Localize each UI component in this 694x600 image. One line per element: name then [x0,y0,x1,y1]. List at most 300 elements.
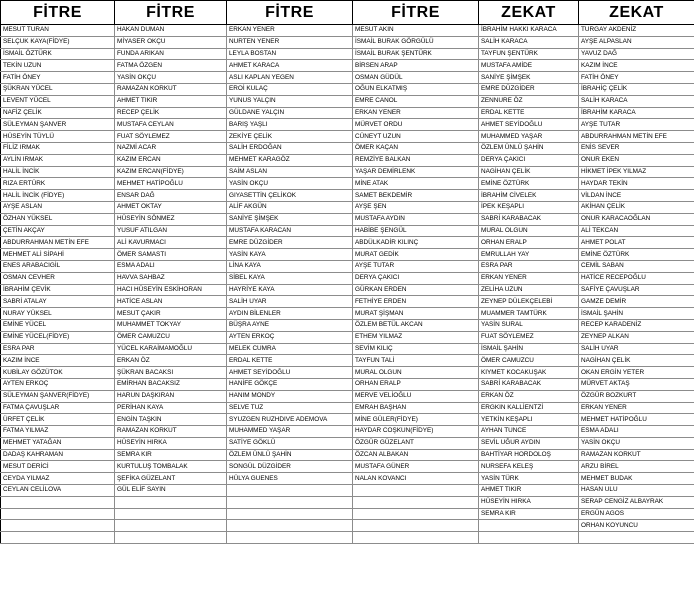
name-cell[interactable]: YAŞAR DEMİRLENK [353,166,479,178]
name-cell[interactable]: YÜCEL KARAİMAMOĞLU [115,343,227,355]
table-row [1,508,694,520]
name-cell[interactable]: İSMAİL BURAK GÖRGÜLÜ [353,36,479,48]
table-row [1,237,694,249]
name-cell[interactable]: MÜRVET AKTAŞ [579,378,694,390]
name-cell[interactable]: TAYFUN ŞENTÜRK [479,48,579,60]
name-cell[interactable]: ZEYNEP ALKAN [579,331,694,343]
name-cell[interactable]: ERDAL KETTE [479,107,579,119]
name-cell[interactable]: TEKİN UZUN [1,60,115,72]
name-cell[interactable]: AYŞE ASLAN [1,201,115,213]
name-cell[interactable]: OSMAN GÜDÜL [353,72,479,84]
name-cell[interactable]: HÜSEYİN HIRKA [479,496,579,508]
name-cell[interactable]: İSMAİL BURAK ŞENTÜRK [353,48,479,60]
name-cell[interactable]: SABRİ KARABACAK [479,378,579,390]
name-cell[interactable]: CEMİL SABAN [579,260,694,272]
name-cell[interactable]: KAZIM ERCAN(FİDYE) [115,166,227,178]
name-cell[interactable] [1,532,115,544]
name-cell[interactable]: EROİ KULAÇ [227,83,353,95]
name-cell[interactable]: KAZIM İNCE [579,60,694,72]
name-cell[interactable]: AKİHAN ÇELİK [579,201,694,213]
name-cell[interactable]: EMİNE YÜCEL [1,319,115,331]
table-row [1,107,694,119]
name-cell[interactable]: ORHAN KOYUNCU [579,520,694,532]
name-cell[interactable]: ENSAR DAĞ [115,190,227,202]
name-cell[interactable]: ONUR EKEN [579,154,694,166]
name-cell[interactable]: DERYA ÇAKICI [479,154,579,166]
name-cell[interactable]: İBRAHİM KARACA [579,107,694,119]
name-cell[interactable]: ÖZHAN YÜKSEL [1,213,115,225]
name-cell[interactable]: BÜŞRA AYNE [227,319,353,331]
name-cell[interactable]: MUAMMER TAMTÜRK [479,308,579,320]
table-row [1,201,694,213]
table-row [1,225,694,237]
name-cell[interactable]: SALİH KARACA [479,36,579,48]
name-cell[interactable]: ERKAN YENER [479,272,579,284]
name-cell[interactable]: FATMA YILMAZ [1,426,115,438]
name-cell[interactable]: ZEKİYE ÇELİK [227,131,353,143]
table-row [1,473,694,485]
column-header: ZEKAT [579,1,694,25]
name-cell[interactable]: SANİYE ŞİMŞEK [227,213,353,225]
name-cell[interactable]: OKAN ERGİN YETER [579,367,694,379]
name-cell[interactable]: İPEK KEŞAPLI [479,201,579,213]
name-cell[interactable]: AYDIN BİLENLER [227,308,353,320]
name-cell[interactable]: FATMA ÇAVUŞLAR [1,402,115,414]
name-cell[interactable]: ESRA PAR [479,260,579,272]
name-cell[interactable]: MUSTAFA AMİDE [479,60,579,72]
table-row [1,272,694,284]
name-cell[interactable]: AHMET SEYİDOĞLU [227,367,353,379]
name-cell[interactable]: KIYMET KOCAKUŞAK [479,367,579,379]
name-cell[interactable]: ÖZCAN ALBAKAN [353,449,479,461]
name-cell[interactable]: FETHİYE ERDEN [353,296,479,308]
name-cell[interactable]: SÜLEYMAN ŞANVER(FİDYE) [1,390,115,402]
name-cell[interactable]: MUHAMMED YAŞAR [479,131,579,143]
name-cell[interactable]: ÖMER CAMUZCU [115,331,227,343]
table-row [1,532,694,544]
name-cell[interactable]: HACI HÜSEYİN ESKİHORAN [115,284,227,296]
table-row [1,343,694,355]
name-cell[interactable]: RAMAZAN KORKUT [115,426,227,438]
name-cell[interactable]: İBRAHİM ÇEVİK [1,284,115,296]
name-cell[interactable]: MÜRVET ORDU [353,119,479,131]
name-cell[interactable]: SELVE TUZ [227,402,353,414]
name-cell[interactable]: ONUR KARACAOĞLAN [579,213,694,225]
name-cell[interactable]: ÖMER CAMUZCU [479,355,579,367]
name-cell[interactable] [227,520,353,532]
name-cell[interactable]: RECEP KARADENİZ [579,319,694,331]
name-cell[interactable]: ERKAN YENER [353,107,479,119]
name-cell[interactable]: ENGİN TAŞKIN [115,414,227,426]
name-cell[interactable]: HALİL İNCİK [1,166,115,178]
name-cell[interactable]: LİNA KAYA [227,260,353,272]
name-cell[interactable]: HASAN ULU [579,485,694,497]
name-cell[interactable]: DADAŞ KAHRAMAN [1,449,115,461]
name-cell[interactable]: AYLİN IRMAK [1,154,115,166]
name-cell[interactable]: NALAN KOVANCI [353,473,479,485]
name-cell[interactable]: AHMET OKTAY [115,201,227,213]
name-cell[interactable]: MESUT ÇAKIR [115,308,227,320]
name-cell[interactable]: ÖZGÜR BOZKURT [579,390,694,402]
table-row [1,414,694,426]
name-cell[interactable]: AYTEN ERKOÇ [227,331,353,343]
name-cell[interactable]: MEHMET YATAĞAN [1,437,115,449]
name-cell[interactable]: DERYA ÇAKICI [353,272,479,284]
name-cell[interactable]: YUSUF ATILGAN [115,225,227,237]
name-cell[interactable]: ÜRFET ÇELİK [1,414,115,426]
name-cell[interactable]: EMRE CANOL [353,95,479,107]
name-cell[interactable]: ÇETİN AKÇAY [1,225,115,237]
name-cell[interactable] [115,496,227,508]
name-cell[interactable]: MURAT GEDİK [353,249,479,261]
name-cell[interactable] [1,520,115,532]
name-cell[interactable]: ARZU BİREL [579,461,694,473]
name-cell[interactable]: ÖMER KAÇAN [353,142,479,154]
name-cell[interactable]: MUHAMMET TOKYAY [115,319,227,331]
name-cell[interactable]: FATİH ÖNEY [1,72,115,84]
name-cell[interactable]: ERKAN ÖZ [479,390,579,402]
name-cell[interactable]: İBRAHİM CİVELEK [479,190,579,202]
name-cell[interactable]: NAZMİ ACAR [115,142,227,154]
name-cell[interactable]: ORHAN ERALP [479,237,579,249]
name-cell[interactable]: AYŞE TUTAR [579,119,694,131]
name-cell[interactable]: HAYRİYE KAYA [227,284,353,296]
name-cell[interactable]: SABRİ ATALAY [1,296,115,308]
name-cell[interactable]: ÖZLEM ÜNLÜ ŞAHİN [227,449,353,461]
table-row [1,25,694,37]
name-cell[interactable]: ENES ARABACIGİL [1,260,115,272]
name-cell[interactable]: NAGİHAN ÇELİK [579,355,694,367]
header-row [1,1,694,25]
name-cell[interactable]: YAVUZ DAĞ [579,48,694,60]
name-cell[interactable]: ŞEFİKA GÜZELANT [115,473,227,485]
name-cell[interactable]: MERVE VELİOĞLU [353,390,479,402]
name-cell[interactable]: HALİL İNCİK (FİDYE) [1,190,115,202]
name-cell[interactable]: CÜNEYT UZUN [353,131,479,143]
table-row [1,48,694,60]
table-row [1,390,694,402]
table-row [1,36,694,48]
name-cell[interactable]: NURTEN YENER [227,36,353,48]
name-cell[interactable]: ASLI KAPLAN YEGEN [227,72,353,84]
name-cell[interactable]: KAZIM İNCE [1,355,115,367]
name-cell[interactable]: EMRE DÜZGİDER [227,237,353,249]
name-cell[interactable]: MESUT TURAN [1,25,115,37]
name-cell[interactable]: HABİBE ŞENGÜL [353,225,479,237]
name-cell[interactable]: ERKAN YENER [579,402,694,414]
name-cell[interactable]: MEHMET ALİ SİPAHİ [1,249,115,261]
name-cell[interactable]: OSMAN CEVHER [1,272,115,284]
name-cell[interactable]: EMİRHAN BACAKSIZ [115,378,227,390]
name-cell[interactable]: EMRULLAH YAY [479,249,579,261]
name-cell[interactable] [115,520,227,532]
name-cell[interactable]: ESRA PAR [1,343,115,355]
name-cell[interactable] [115,532,227,544]
name-cell[interactable]: MURAL OLGUN [479,225,579,237]
name-cell[interactable]: ESMA ADALI [115,260,227,272]
name-cell[interactable]: BARIŞ YAŞLI [227,119,353,131]
name-cell[interactable]: OĞUN ELKATMIŞ [353,83,479,95]
name-cell[interactable]: TURGAY AKDENİZ [579,25,694,37]
name-cell[interactable]: GÜLDANE YALÇIN [227,107,353,119]
table-row [1,119,694,131]
table-row [1,485,694,497]
name-cell[interactable]: ŞÜKRAN YÜCEL [1,83,115,95]
name-cell[interactable]: ŞÜKRAN BACAKSI [115,367,227,379]
name-cell[interactable]: FİLİZ IRMAK [1,142,115,154]
name-cell[interactable] [479,520,579,532]
name-cell[interactable]: HAYDAR TEKİN [579,178,694,190]
name-cell[interactable]: GAMZE DEMİR [579,296,694,308]
name-cell[interactable] [227,485,353,497]
name-cell[interactable]: MESUT DERİCİ [1,461,115,473]
name-cell[interactable]: NURAY YÜKSEL [1,308,115,320]
name-cell[interactable]: HATİCE ASLAN [115,296,227,308]
name-cell[interactable]: ABDURRAHMAN METİN EFE [1,237,115,249]
name-cell[interactable]: HARUN DAŞKIRAN [115,390,227,402]
name-cell[interactable]: LEVENT YÜCEL [1,95,115,107]
name-cell[interactable]: KURTULUŞ TOMBALAK [115,461,227,473]
name-cell[interactable]: CEYDA YILMAZ [1,473,115,485]
name-cell[interactable]: HAVVA SAHBAZ [115,272,227,284]
name-cell[interactable]: SAİM ASLAN [227,166,353,178]
name-cell[interactable]: RAMAZAN KORKUT [579,449,694,461]
name-cell[interactable] [353,532,479,544]
name-cell[interactable] [579,532,694,544]
name-cell[interactable]: SALİH ERDOĞAN [227,142,353,154]
name-cell[interactable]: MUSTAFA AYDIN [353,213,479,225]
name-cell[interactable]: GÜRKAN ERDEN [353,284,479,296]
name-cell[interactable]: HÜSEYİN SÖNMEZ [115,213,227,225]
name-cell[interactable]: HİKMET İPEK YILMAZ [579,166,694,178]
table-row [1,520,694,532]
name-cell[interactable]: LEYLA BOSTAN [227,48,353,60]
name-cell[interactable]: REMZİYE BALKAN [353,154,479,166]
name-cell[interactable] [353,508,479,520]
name-cell[interactable]: PERİHAN KAYA [115,402,227,414]
name-cell[interactable]: İSMAİL ŞAHİN [579,308,694,320]
name-cell[interactable]: ERGÜN AGOS [579,508,694,520]
name-cell[interactable]: AYŞE ŞEN [353,201,479,213]
name-cell[interactable]: AYTEN ERKOÇ [1,378,115,390]
name-cell[interactable] [227,532,353,544]
name-cell[interactable]: İSMAİL ŞAHİN [479,343,579,355]
name-cell[interactable]: EMRE DÜZGİDER [479,83,579,95]
name-cell[interactable]: FUNDA ARIKAN [115,48,227,60]
name-cell[interactable]: ORHAN ERALP [353,378,479,390]
name-cell[interactable]: ERGKIN KALLİENTZİ [479,402,579,414]
name-cell[interactable]: EMRAH BAŞHAN [353,402,479,414]
name-cell[interactable]: SERAP CENGİZ ALBAYRAK [579,496,694,508]
name-cell[interactable]: ERKAN ÖZ [115,355,227,367]
table-row [1,166,694,178]
name-cell[interactable]: ALİF AKGÜN [227,201,353,213]
name-cell[interactable]: SEVİM KILIÇ [353,343,479,355]
name-cell[interactable]: SANİYE ŞİMŞEK [479,72,579,84]
name-cell[interactable]: RECEP ÇELİK [115,107,227,119]
name-cell[interactable] [227,508,353,520]
name-cell[interactable]: SYUZGEN RUZHDIVE ADEMOVA [227,414,353,426]
table-row [1,142,694,154]
name-cell[interactable]: RIZA ERTÜRK [1,178,115,190]
name-cell[interactable] [227,496,353,508]
name-cell[interactable]: SONGÜL DÜZGİDER [227,461,353,473]
name-cell[interactable]: NAFİZ ÇELİK [1,107,115,119]
name-cell[interactable]: AHMET POLAT [579,237,694,249]
name-cell[interactable]: GÜL ELİF SAYIN [115,485,227,497]
name-cell[interactable]: ERKAN YENER [227,25,353,37]
name-cell[interactable]: RAMAZAN KORKUT [115,83,227,95]
name-cell[interactable]: MELEK CUMRA [227,343,353,355]
name-cell[interactable] [479,532,579,544]
name-cell[interactable]: MUSTAFA KARACAN [227,225,353,237]
name-cell[interactable]: ÖZGÜR GÜZELANT [353,437,479,449]
name-cell[interactable]: KUBİLAY GÖZÜTOK [1,367,115,379]
name-cell[interactable]: BAHTİYAR HORDOLOŞ [479,449,579,461]
name-cell[interactable]: ABDÜLKADİR KILINÇ [353,237,479,249]
table-row [1,496,694,508]
name-cell[interactable]: MİNE GÜLER(FİDYE) [353,414,479,426]
name-cell[interactable]: YASİN KAYA [227,249,353,261]
name-cell[interactable]: HÜLYA GUENES [227,473,353,485]
name-cell[interactable]: AHMET KARACA [227,60,353,72]
name-cell[interactable]: MUSTAFA CEYLAN [115,119,227,131]
table-row [1,449,694,461]
name-cell[interactable]: SİBEL KAYA [227,272,353,284]
name-cell[interactable]: İSMAİL ÖZTÜRK [1,48,115,60]
name-cell[interactable]: YUNUS YALÇIN [227,95,353,107]
column-header: FİTRE [353,1,479,25]
name-cell[interactable]: SALİH UYAR [227,296,353,308]
table-row [1,437,694,449]
name-cell[interactable]: FATİH ÖNEY [579,72,694,84]
name-cell[interactable] [353,496,479,508]
name-cell[interactable]: AHMET TIKIR [479,485,579,497]
name-cell[interactable]: AYŞE ALPASLAN [579,36,694,48]
name-cell[interactable]: FATMA ÖZGEN [115,60,227,72]
name-cell[interactable]: SALİH UYAR [579,343,694,355]
name-cell[interactable]: EMİNE ÖZTÜRK [479,178,579,190]
name-cell[interactable]: AYŞE TUTAR [353,260,479,272]
name-cell[interactable]: BİRSEN ARAP [353,60,479,72]
name-cell[interactable]: EMİNE ÖZTÜRK [579,249,694,261]
name-cell[interactable]: MURAL OLGUN [353,367,479,379]
table-row [1,154,694,166]
table-row [1,60,694,72]
name-cell[interactable]: MESUT AKIN [353,25,479,37]
name-cell[interactable]: YASİN OKÇU [227,178,353,190]
name-cell[interactable]: ETHEM YILMAZ [353,331,479,343]
name-cell[interactable]: FUAT SÖYLEMEZ [115,131,227,143]
name-cell[interactable]: SEMRA KIR [115,449,227,461]
name-cell[interactable]: AYHAN TUNCE [479,426,579,438]
name-cell[interactable]: AHMET SEYİDOĞLU [479,119,579,131]
name-cell[interactable]: TAYFUN TALİ [353,355,479,367]
name-cell[interactable]: MEHMET KARAGÖZ [227,154,353,166]
name-cell[interactable]: SELÇUK KAYA(FİDYE) [1,36,115,48]
name-cell[interactable]: YASİN OKÇU [579,437,694,449]
name-cell[interactable]: NURSEFA KELEŞ [479,461,579,473]
name-cell[interactable]: MİNE ATAK [353,178,479,190]
name-cell[interactable]: SALİH KARACA [579,95,694,107]
name-cell[interactable]: SÜLEYMAN ŞANVER [1,119,115,131]
name-cell[interactable]: MURAT ŞİŞMAN [353,308,479,320]
name-cell[interactable]: NAGİHAN ÇELİK [479,166,579,178]
name-cell[interactable] [115,508,227,520]
name-cell[interactable]: YASİN TÜRK [479,473,579,485]
table-row [1,260,694,272]
name-cell[interactable]: SEVİL UĞUR AYDIN [479,437,579,449]
name-cell[interactable]: HATİCE RECEPOĞLU [579,272,694,284]
table-row [1,319,694,331]
name-cell[interactable]: MEHMET HATİPOĞLU [579,414,694,426]
name-cell[interactable]: YASİN OKÇU [115,72,227,84]
name-cell[interactable]: VİLDAN İNCE [579,190,694,202]
table-row [1,461,694,473]
name-cell[interactable]: HÜSEYİN TÜYLÜ [1,131,115,143]
name-cell[interactable]: HANİFE GÖKÇE [227,378,353,390]
name-cell[interactable]: ÖZLEM ÜNLÜ ŞAHİN [479,142,579,154]
name-cell[interactable]: ZENNURE ÖZ [479,95,579,107]
name-cell[interactable]: YASİN SURAL [479,319,579,331]
name-cell[interactable]: ESMA ADALI [579,426,694,438]
name-cell[interactable]: SATİYE GÖKLÜ [227,437,353,449]
name-cell[interactable]: GIYASETTİN ÇELİKOK [227,190,353,202]
name-cell[interactable]: EMİNE YÜCEL(FİDYE) [1,331,115,343]
name-cell[interactable]: MUHAMMED YAŞAR [227,426,353,438]
name-cell[interactable] [353,520,479,532]
name-cell[interactable]: SAFİYE ÇAVUŞLAR [579,284,694,296]
name-cell[interactable]: İBRAHİM HAKKI KARACA [479,25,579,37]
name-cell[interactable]: ALİ TEKCAN [579,225,694,237]
table-row [1,190,694,202]
table-row [1,296,694,308]
name-cell[interactable]: YETKİN KEŞAPLI [479,414,579,426]
name-cell[interactable] [353,485,479,497]
name-cell[interactable]: HAYDAR COŞKUN(FİDYE) [353,426,479,438]
column-header: ZEKAT [479,1,579,25]
name-cell[interactable]: CEYLAN CELİLOVA [1,485,115,497]
name-cell[interactable]: AHMET TIKIR [115,95,227,107]
name-cell[interactable]: HAKAN DUMAN [115,25,227,37]
name-cell[interactable]: MİYASER OKÇU [115,36,227,48]
name-cell[interactable]: ZEYNEP DÜLEKÇELEBİ [479,296,579,308]
name-cell[interactable]: ERDAL KETTE [227,355,353,367]
name-cell[interactable]: ENİS SEVER [579,142,694,154]
name-cell[interactable]: ABDURRAHMAN METİN EFE [579,131,694,143]
name-cell[interactable] [1,508,115,520]
name-cell[interactable] [1,496,115,508]
name-cell[interactable]: ALİ KAVURMACI [115,237,227,249]
name-cell[interactable]: İBRAHİÇ ÇELİK [579,83,694,95]
name-cell[interactable]: ÖMER SAMASTI [115,249,227,261]
name-cell[interactable]: ZELİHA UZUN [479,284,579,296]
table-row [1,249,694,261]
name-cell[interactable]: FUAT SÖYLEMEZ [479,331,579,343]
table-row [1,83,694,95]
name-cell[interactable]: HANIM MONDY [227,390,353,402]
name-cell[interactable]: KAZIM ERCAN [115,154,227,166]
name-cell[interactable]: SEMRA KIR [479,508,579,520]
table-row [1,72,694,84]
name-cell[interactable]: SAMET BEKDEMİR [353,190,479,202]
name-cell[interactable]: MUSTAFA GÜNER [353,461,479,473]
name-cell[interactable]: HÜSEYİN HIRKA [115,437,227,449]
name-cell[interactable]: SABRİ KARABACAK [479,213,579,225]
name-cell[interactable]: MEHMET HATİPOĞLU [115,178,227,190]
name-cell[interactable]: MEHMET BUDAK [579,473,694,485]
name-cell[interactable]: ÖZLEM BETÜL AKCAN [353,319,479,331]
